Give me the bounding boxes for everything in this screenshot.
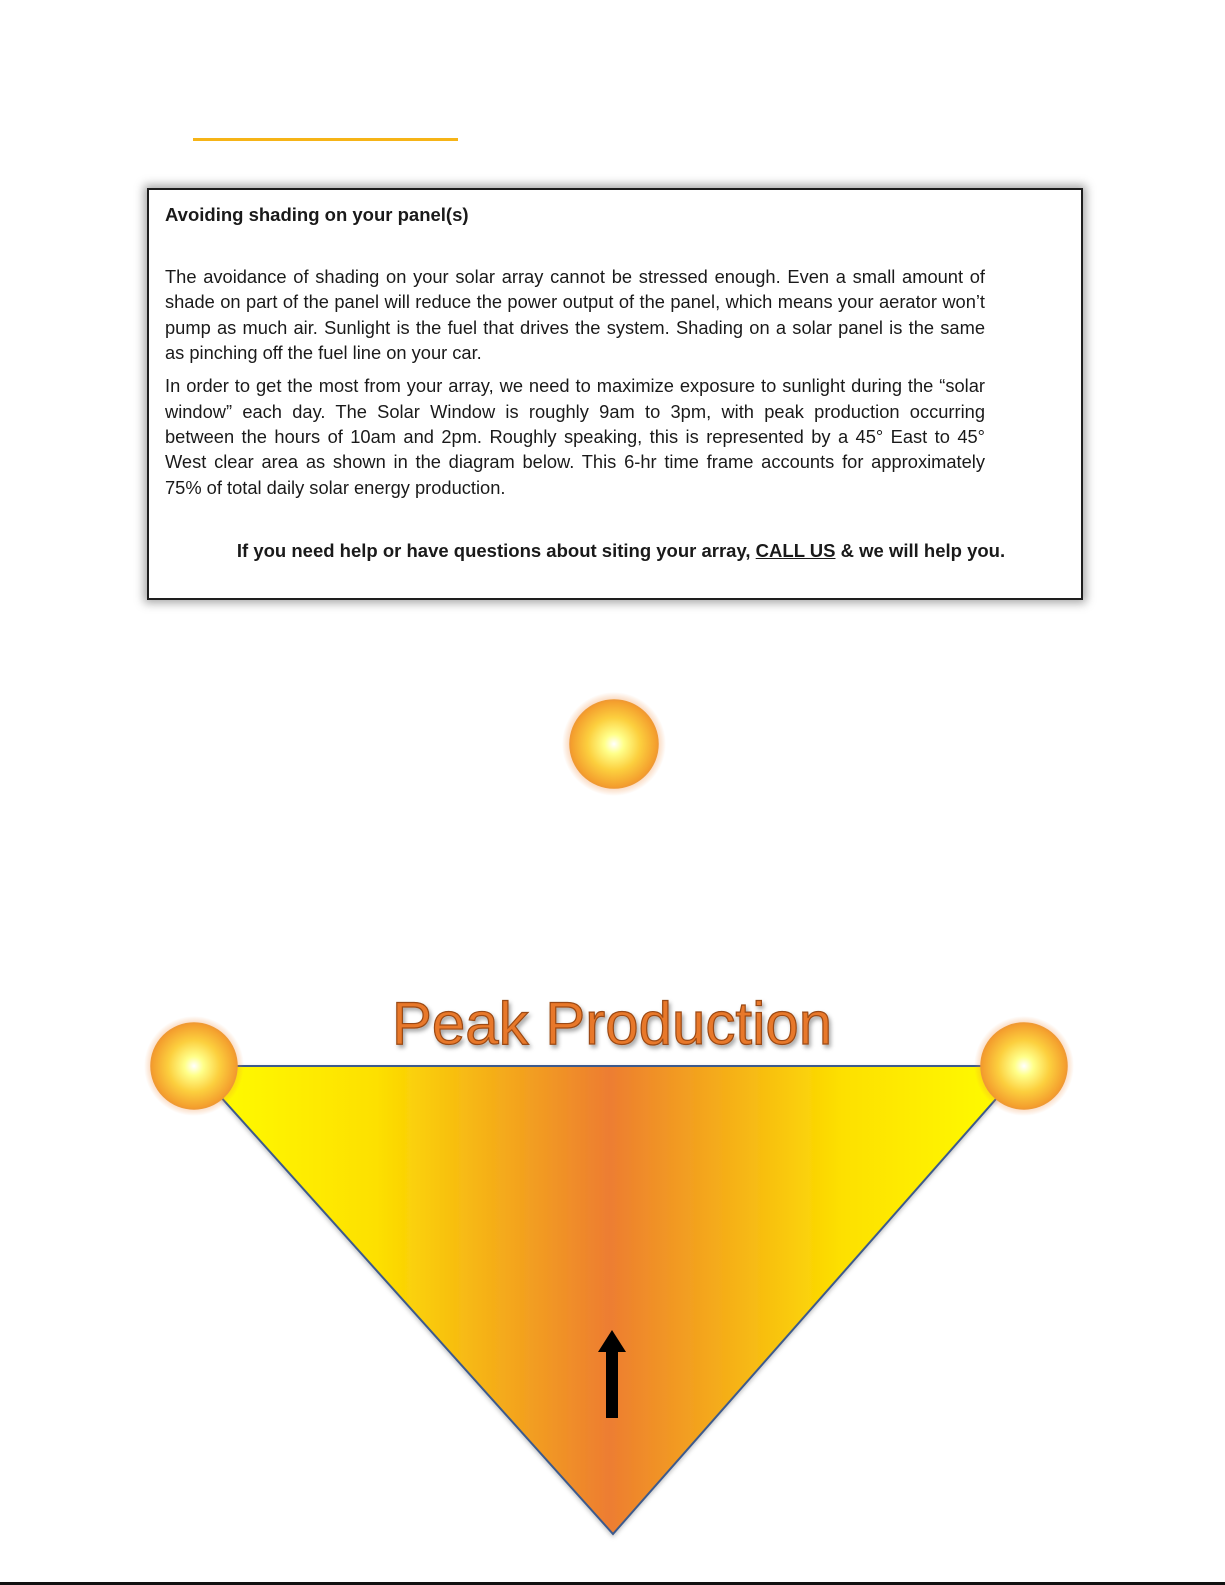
- help-line-suffix: & we will help you.: [835, 540, 1006, 561]
- peak-production-triangle: [193, 1066, 1025, 1534]
- sun-west-icon: [974, 1016, 1074, 1116]
- info-box-title: Avoiding shading on your panel(s): [165, 204, 469, 225]
- info-paragraph-shading: The avoidance of shading on your solar array cannot be stressed enough. Even a small amount of shade on part of the panel will reduce the power output of the panel, which means your aerator won’t pump as much air. Sunlight is the fuel that drives the system. Shading on a solar panel is the same as pinching off the fuel line on your car.: [165, 266, 985, 364]
- sun-noon-icon: [562, 692, 666, 796]
- info-paragraph-solar-window: In order to get the most from your array, we need to maximize exposure to sunlight during the “solar window” each day. The Solar Window is roughly 9am to 3pm, with peak production occurring between the hours of 10am and 2pm. Roughly speaking, this is represented by a 45° East to 45° West clear area as shown in the diagram below. This 6-hr time frame accounts for approximately 75% of total daily solar energy production.: [165, 375, 985, 498]
- help-line-prefix: If you need help or have questions about siting your array,: [236, 540, 756, 561]
- sun-east-icon: [144, 1016, 244, 1116]
- call-us-link[interactable]: CALL US: [755, 540, 836, 561]
- peak-production-heading: Peak Production: [391, 990, 833, 1057]
